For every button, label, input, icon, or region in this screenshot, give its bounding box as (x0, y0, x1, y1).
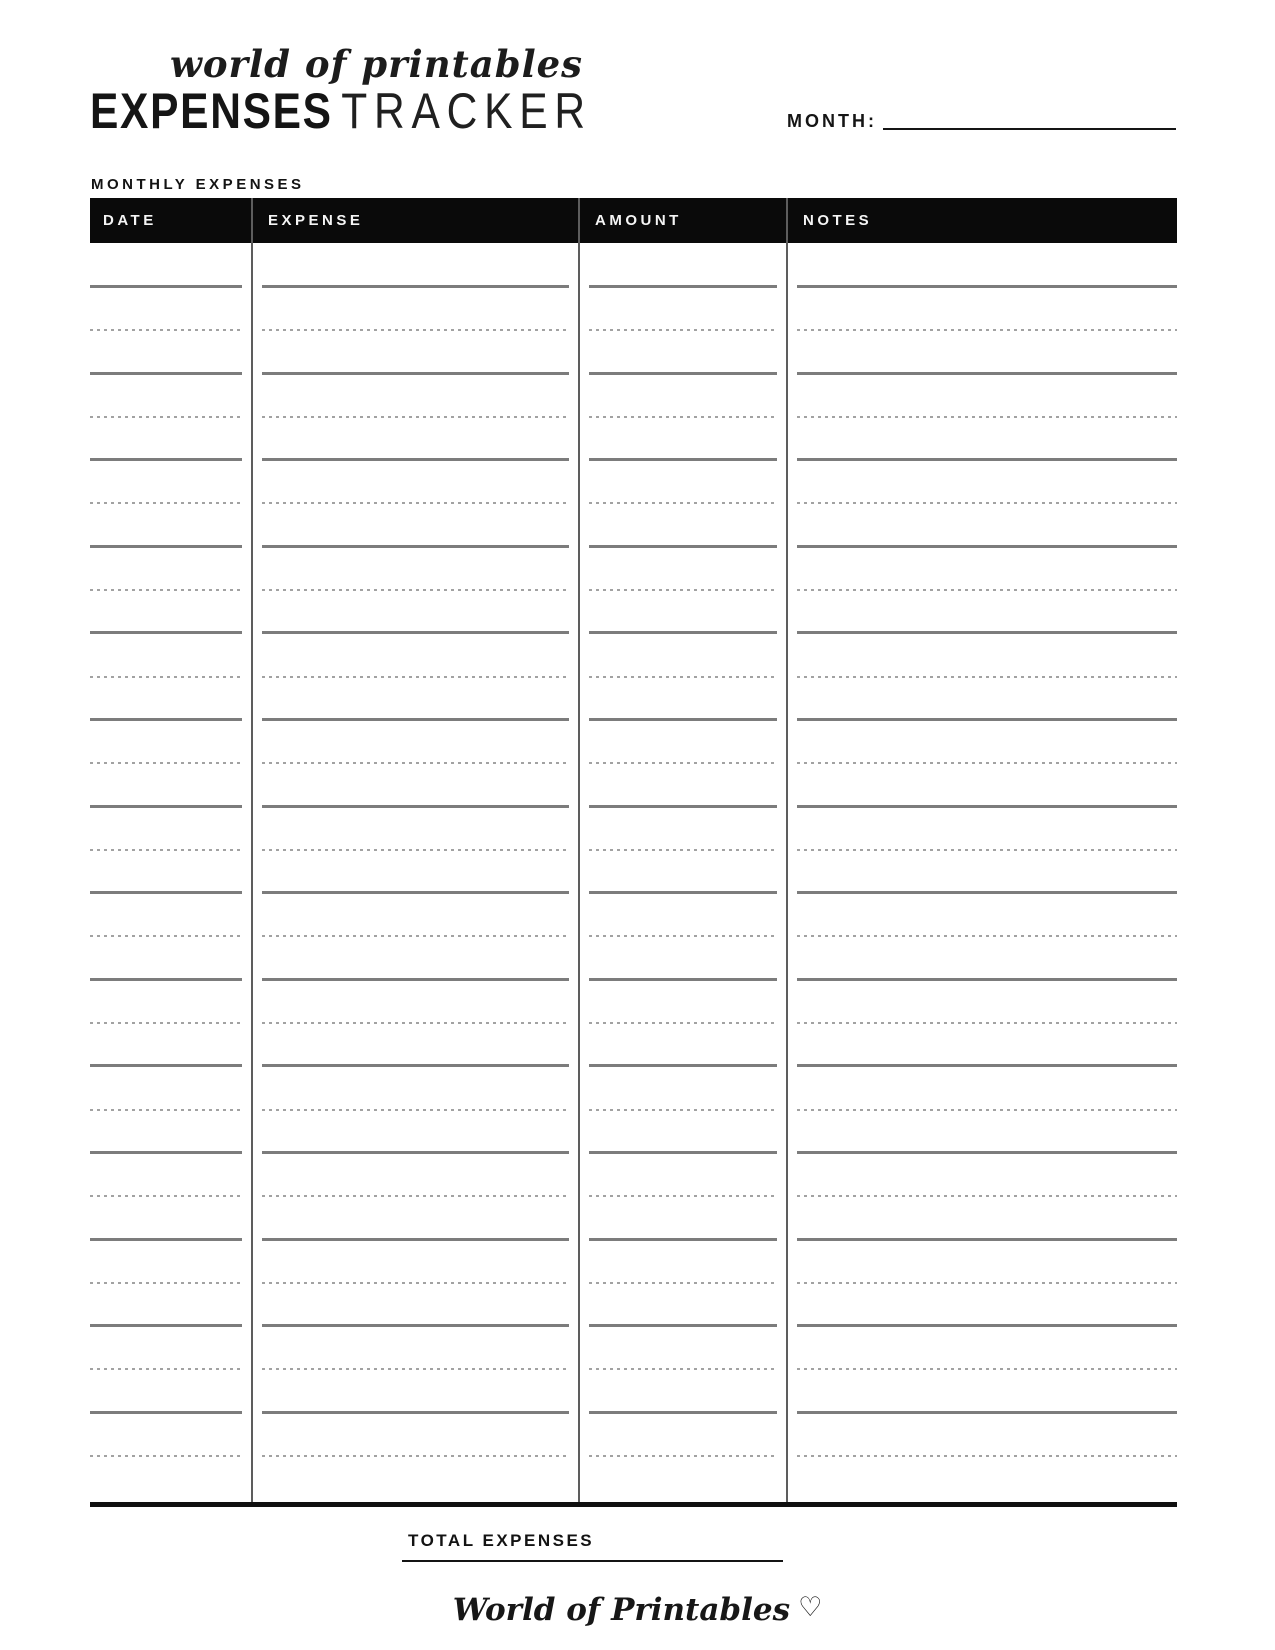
entry-cell-amount (579, 375, 787, 418)
entry-cell-amount (579, 1327, 787, 1370)
entry-cell-expense (252, 894, 579, 937)
entry-cell-expense (252, 1067, 579, 1110)
entry-cell-expense (252, 1197, 579, 1240)
entry-cell-notes (787, 548, 1177, 591)
entry-cell-notes (787, 1370, 1177, 1413)
entry-cell-notes (787, 1414, 1177, 1457)
entry-cell-date (90, 1284, 252, 1327)
entry-cell-amount (579, 1284, 787, 1327)
entry-cell-date (90, 418, 252, 461)
entry-cell-date (90, 1111, 252, 1154)
expenses-table (90, 198, 1177, 1507)
entry-cell-notes (787, 808, 1177, 851)
entry-cell-expense (252, 1154, 579, 1197)
blank-entry-row (90, 1414, 1177, 1457)
entry-cell-amount (579, 1370, 787, 1413)
entry-cell-expense (252, 937, 579, 980)
entry-cell-amount (579, 937, 787, 980)
page-title (90, 83, 592, 139)
entry-cell-amount (579, 851, 787, 894)
blank-entry-row (90, 1327, 1177, 1370)
section-title-monthly-expenses: MONTHLY EXPENSES (91, 176, 305, 193)
entry-cell-date (90, 894, 252, 937)
entry-cell-date (90, 288, 252, 331)
entry-cell-notes (787, 1111, 1177, 1154)
table-header (90, 198, 1177, 243)
entry-cell-expense (252, 851, 579, 894)
entry-cell-amount (579, 461, 787, 504)
entry-cell-expense (252, 1414, 579, 1457)
blank-entry-row (90, 1154, 1177, 1197)
page-title-expenses: EXPENSES (90, 83, 333, 139)
entry-cell-date (90, 548, 252, 591)
entry-cell-notes (787, 461, 1177, 504)
entry-cell-expense (252, 1111, 579, 1154)
entry-cell-expense (252, 418, 579, 461)
entry-cell-expense (252, 1241, 579, 1284)
blank-entry-row (90, 504, 1177, 547)
blank-entry-row (90, 808, 1177, 851)
column-header-date: DATE (103, 212, 157, 229)
entry-cell-notes (787, 1067, 1177, 1110)
entry-cell-amount (579, 634, 787, 677)
blank-entry-row (90, 981, 1177, 1024)
entry-cell-notes (787, 1197, 1177, 1240)
entry-cell-notes (787, 1241, 1177, 1284)
entry-cell-notes (787, 981, 1177, 1024)
entry-cell-date (90, 461, 252, 504)
entry-cell-notes (787, 937, 1177, 980)
blank-entry-row (90, 1197, 1177, 1240)
blank-entry-row (90, 375, 1177, 418)
entry-cell-expense (252, 1327, 579, 1370)
entry-cell-amount (579, 504, 787, 547)
entry-cell-amount (579, 808, 787, 851)
entry-cell-amount (579, 1154, 787, 1197)
blank-entry-row (90, 721, 1177, 764)
entry-cell-date (90, 331, 252, 374)
entry-cell-date (90, 1067, 252, 1110)
entry-cell-notes (787, 418, 1177, 461)
blank-entry-row (90, 331, 1177, 374)
entry-cell-amount (579, 678, 787, 721)
entry-cell-amount (579, 288, 787, 331)
blank-entry-row (90, 894, 1177, 937)
entry-cell-expense (252, 591, 579, 634)
entry-cell-notes (787, 288, 1177, 331)
entry-cell-expense (252, 243, 579, 288)
entry-cell-date (90, 375, 252, 418)
entry-cell-date (90, 981, 252, 1024)
month-fill-in-line (883, 110, 1176, 130)
blank-entry-row (90, 1024, 1177, 1067)
entry-cell-amount (579, 1414, 787, 1457)
entry-cell-expense (252, 331, 579, 374)
page-title-tracker: TRACKER (341, 83, 592, 139)
table-bottom-border (90, 1502, 1177, 1507)
entry-cell-date (90, 1241, 252, 1284)
entry-cell-notes (787, 1284, 1177, 1327)
entry-cell-date (90, 937, 252, 980)
blank-entry-row (90, 678, 1177, 721)
entry-cell-notes (787, 331, 1177, 374)
blank-entry-row (90, 851, 1177, 894)
blank-entry-row (90, 1067, 1177, 1110)
brand-script-text: world of printables (170, 42, 583, 86)
blank-entry-row (90, 418, 1177, 461)
dashed-writing-line (797, 1455, 1177, 1457)
entry-cell-notes (787, 634, 1177, 677)
entry-cell-date (90, 504, 252, 547)
blank-entry-row (90, 634, 1177, 677)
entry-cell-date (90, 1327, 252, 1370)
entry-cell-date (90, 1197, 252, 1240)
total-expenses-field (402, 1531, 783, 1562)
entry-cell-expense (252, 1024, 579, 1067)
blank-entry-row (90, 243, 1177, 288)
dashed-writing-line (262, 1455, 569, 1457)
blank-entry-row (90, 461, 1177, 504)
entry-cell-date (90, 808, 252, 851)
entry-cell-expense (252, 721, 579, 764)
entry-cell-expense (252, 634, 579, 677)
entry-cell-expense (252, 1284, 579, 1327)
entry-cell-date (90, 1024, 252, 1067)
entry-cell-expense (252, 678, 579, 721)
blank-entry-row (90, 1241, 1177, 1284)
entry-cell-notes (787, 243, 1177, 288)
column-header-notes: NOTES (803, 212, 873, 229)
entry-cell-amount (579, 591, 787, 634)
table-body (90, 243, 1177, 1502)
entry-cell-amount (579, 764, 787, 807)
entry-cell-notes (787, 1154, 1177, 1197)
column-header-amount: AMOUNT (595, 212, 682, 229)
entry-cell-amount (579, 548, 787, 591)
dashed-writing-line (589, 1455, 777, 1457)
entry-cell-expense (252, 288, 579, 331)
column-divider-amount-notes (786, 198, 788, 1502)
entry-cell-amount (579, 1067, 787, 1110)
entry-cell-amount (579, 981, 787, 1024)
column-divider-date-expense (251, 198, 253, 1502)
heart-icon: ♡ (798, 1592, 823, 1623)
entry-cell-expense (252, 375, 579, 418)
entry-cell-notes (787, 375, 1177, 418)
entry-cell-amount (579, 1241, 787, 1284)
entry-cell-notes (787, 894, 1177, 937)
entry-cell-notes (787, 591, 1177, 634)
entry-cell-expense (252, 548, 579, 591)
column-header-expense: EXPENSE (268, 212, 364, 229)
total-expenses-label: TOTAL EXPENSES (408, 1531, 595, 1550)
dashed-writing-line (90, 1455, 242, 1457)
blank-entry-row (90, 288, 1177, 331)
entry-cell-amount (579, 1197, 787, 1240)
entry-cell-notes (787, 721, 1177, 764)
entry-cell-date (90, 1414, 252, 1457)
entry-cell-date (90, 243, 252, 288)
entry-cell-expense (252, 981, 579, 1024)
column-divider-expense-amount (578, 198, 580, 1502)
entry-cell-notes (787, 1024, 1177, 1067)
blank-entry-row (90, 764, 1177, 807)
footer-logo (0, 1592, 1275, 1628)
entry-cell-date (90, 634, 252, 677)
entry-cell-amount (579, 1024, 787, 1067)
entry-cell-date (90, 851, 252, 894)
entry-cell-amount (579, 243, 787, 288)
entry-cell-expense (252, 504, 579, 547)
entry-cell-notes (787, 1327, 1177, 1370)
entry-cell-expense (252, 808, 579, 851)
entry-cell-date (90, 1154, 252, 1197)
entry-cell-expense (252, 764, 579, 807)
entry-cell-date (90, 591, 252, 634)
entry-cell-date (90, 721, 252, 764)
entry-cell-expense (252, 461, 579, 504)
blank-entry-row (90, 1284, 1177, 1327)
entry-cell-amount (579, 894, 787, 937)
entry-cell-amount (579, 1111, 787, 1154)
entry-cell-notes (787, 678, 1177, 721)
entry-cell-amount (579, 418, 787, 461)
entry-cell-notes (787, 764, 1177, 807)
entry-cell-amount (579, 331, 787, 374)
footer-logo-text: World of Printables (452, 1592, 791, 1628)
entry-cell-date (90, 678, 252, 721)
blank-entry-row (90, 1111, 1177, 1154)
entry-cell-notes (787, 504, 1177, 547)
month-label: MONTH: (787, 111, 877, 131)
entry-cell-date (90, 764, 252, 807)
entry-cell-date (90, 1370, 252, 1413)
blank-entry-row (90, 1370, 1177, 1413)
entry-cell-amount (579, 721, 787, 764)
blank-entry-row (90, 548, 1177, 591)
entry-cell-notes (787, 851, 1177, 894)
entry-cell-expense (252, 1370, 579, 1413)
blank-entry-row (90, 591, 1177, 634)
blank-entry-row (90, 937, 1177, 980)
